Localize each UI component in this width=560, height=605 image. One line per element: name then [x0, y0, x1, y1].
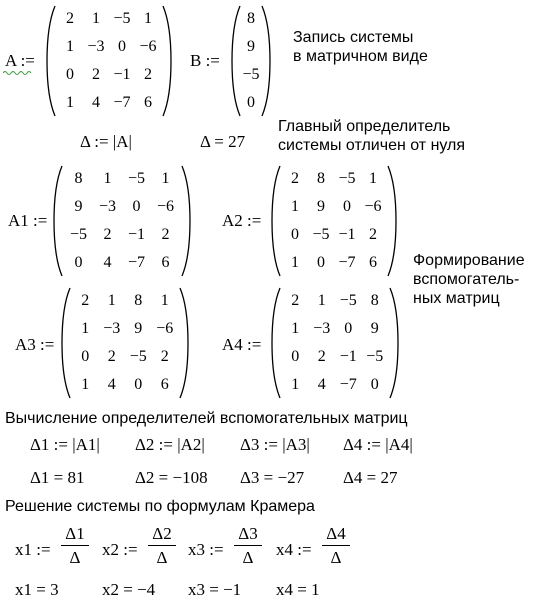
- solution-lhs: x4 :=: [276, 540, 312, 559]
- matrix-cell: 6: [161, 254, 170, 271]
- matrix-cell: 9: [317, 198, 325, 215]
- right-bracket: [161, 5, 173, 117]
- numerator: Δ4: [326, 524, 346, 543]
- aux-def-3[interactable]: Δ3 := |A3|: [240, 435, 310, 454]
- aux-result-4[interactable]: Δ4 = 27: [343, 468, 398, 487]
- left-bracket: [52, 165, 64, 277]
- matrix-row: [72, 291, 178, 311]
- fraction: [322, 525, 350, 566]
- matrix-cell: 1: [92, 10, 100, 27]
- matrix-cell: 1: [103, 170, 112, 187]
- matrix-row: [64, 197, 180, 217]
- note-main-det: Главный определитель системы отличен от нуля: [278, 118, 466, 154]
- matrix-cell: 0: [291, 348, 300, 365]
- matrix-cell: 2: [92, 66, 100, 83]
- left-bracket: [60, 287, 72, 399]
- matrix-cell: 2: [81, 292, 90, 309]
- matrix-cell: −3: [87, 38, 105, 55]
- matrix-cell: 2: [317, 348, 326, 365]
- matrix-cell: 1: [291, 254, 299, 271]
- aux-result-2[interactable]: Δ2 = −108: [135, 468, 208, 487]
- matrix-cell: 2: [107, 348, 116, 365]
- numerator: Δ2: [152, 524, 172, 543]
- right-bracket: [178, 287, 190, 399]
- matrix-row: [64, 169, 180, 189]
- matrix-a3[interactable]: [60, 287, 190, 399]
- denominator: Δ: [242, 548, 254, 567]
- aux-result-3[interactable]: Δ3 = −27: [240, 468, 305, 487]
- matrix-cell: 8: [317, 170, 325, 187]
- matrix-cell: 1: [317, 292, 326, 309]
- matrix-b[interactable]: [230, 5, 272, 117]
- matrix-a3-label[interactable]: A3 :=: [15, 335, 55, 354]
- matrix-cell: 0: [66, 66, 74, 83]
- matrix-cell: 4: [107, 376, 116, 393]
- matrix-row: [282, 319, 388, 339]
- numerator: Δ3: [238, 524, 258, 543]
- aux-def-2[interactable]: Δ2 := |A2|: [135, 435, 205, 454]
- matrix-cell: 0: [291, 226, 299, 243]
- matrix-cell: −5: [242, 66, 260, 83]
- matrix-a2-label[interactable]: A2 :=: [222, 211, 262, 230]
- matrix-cell: 4: [317, 376, 326, 393]
- matrix-cell: −3: [98, 198, 117, 215]
- matrix-cell: −3: [313, 320, 331, 337]
- fraction: [148, 525, 176, 566]
- matrix-cell: 2: [291, 292, 300, 309]
- matrix-row: [57, 9, 161, 29]
- matrix-cell: 2: [66, 10, 74, 27]
- matrix-cell: 1: [161, 170, 170, 187]
- matrix-cell: 1: [66, 94, 74, 111]
- aux-def-1[interactable]: Δ1 := |A1|: [30, 435, 100, 454]
- matrix-row: [64, 253, 180, 273]
- matrix-cell: 4: [103, 254, 112, 271]
- matrix-cell: 0: [370, 376, 379, 393]
- matrix-cell: 9: [74, 198, 83, 215]
- heading-aux-dets: Вычисление определителей вспомогательных матриц: [5, 410, 408, 427]
- matrix-row: [282, 197, 386, 217]
- matrix-cell: 1: [66, 38, 74, 55]
- matrix-cell: −7: [127, 254, 146, 271]
- det-result[interactable]: Δ = 27: [200, 132, 246, 151]
- matrix-cell: −5: [312, 226, 330, 243]
- matrix-cell: 0: [81, 348, 90, 365]
- matrix-row: [282, 253, 386, 273]
- matrix-b-label[interactable]: B :=: [190, 51, 220, 70]
- right-bracket: [386, 165, 398, 277]
- matrix-cell: 2: [369, 226, 377, 243]
- matrix-cell: 0: [134, 376, 143, 393]
- matrix-cell: 6: [144, 94, 152, 111]
- matrix-cell: 1: [291, 376, 300, 393]
- matrix-cell: −5: [339, 292, 357, 309]
- aux-def-4[interactable]: Δ4 := |A4|: [343, 435, 413, 454]
- solution-result-3[interactable]: x3 = −1: [188, 580, 242, 599]
- matrix-cell: 2: [144, 66, 152, 83]
- matrix-a-label[interactable]: A :=: [5, 51, 35, 70]
- heading-cramer: Решение системы по формулам Крамера: [5, 498, 315, 515]
- matrix-cell: −6: [156, 198, 175, 215]
- matrix-cell: −6: [156, 320, 174, 337]
- matrix-cell: −1: [127, 226, 146, 243]
- matrix-cell: 9: [134, 320, 143, 337]
- denominator: Δ: [156, 548, 168, 567]
- matrix-cell: 0: [317, 254, 325, 271]
- numerator: Δ1: [65, 524, 85, 543]
- matrix-cell: 0: [74, 254, 83, 271]
- matrix-cell: −5: [69, 226, 88, 243]
- fraction: [61, 525, 89, 566]
- matrix-cell: −5: [127, 170, 146, 187]
- denominator: Δ: [330, 548, 342, 567]
- matrix-cell: 8: [74, 170, 83, 187]
- matrix-cell: 1: [291, 320, 300, 337]
- matrix-cell: 2: [161, 226, 170, 243]
- matrix-cell: −7: [338, 254, 356, 271]
- matrix-row: [282, 347, 388, 367]
- matrix-cell: −1: [113, 66, 131, 83]
- spellcheck-squiggle: [3, 70, 33, 75]
- det-definition[interactable]: Δ := |A|: [80, 132, 132, 151]
- matrix-cell: −5: [129, 348, 147, 365]
- matrix-a4-label[interactable]: A4 :=: [222, 335, 262, 354]
- matrix-row: [57, 37, 161, 57]
- matrix-cell: 6: [369, 254, 377, 271]
- note-matrix-form: Запись системы в матричном виде: [293, 29, 428, 65]
- matrix-cell: 8: [134, 292, 143, 309]
- matrix-cell: −6: [364, 198, 382, 215]
- matrix-row: [57, 93, 161, 113]
- matrix-cell: −5: [366, 348, 384, 365]
- matrix-cell: 0: [118, 38, 126, 55]
- matrix-a1[interactable]: [52, 165, 192, 277]
- matrix-row: [242, 37, 260, 57]
- aux-result-1[interactable]: Δ1 = 81: [30, 468, 85, 487]
- matrix-row: [72, 347, 178, 367]
- matrix-cell: −1: [339, 348, 357, 365]
- matrix-row: [242, 65, 260, 85]
- matrix-cell: 2: [160, 348, 169, 365]
- matrix-row: [282, 291, 388, 311]
- matrix-cell: 0: [132, 198, 141, 215]
- left-bracket: [230, 5, 242, 117]
- matrix-row: [242, 9, 260, 29]
- denominator: Δ: [69, 548, 81, 567]
- matrix-a4[interactable]: [270, 287, 400, 399]
- matrix-cell: 8: [247, 10, 255, 27]
- solution-result-4[interactable]: x4 = 1: [276, 580, 320, 599]
- left-bracket: [270, 287, 282, 399]
- solution-result-1[interactable]: x1 = 3: [15, 580, 59, 599]
- matrix-cell: 1: [81, 376, 90, 393]
- matrix-cell: −3: [103, 320, 121, 337]
- note-aux-forming: Формирование вспомогатель- ных матриц: [413, 252, 525, 307]
- solution-lhs: x2 :=: [102, 540, 138, 559]
- matrix-cell: 1: [81, 320, 90, 337]
- matrix-cell: −7: [339, 376, 357, 393]
- matrix-cell: 0: [343, 198, 351, 215]
- matrix-cell: 0: [344, 320, 353, 337]
- matrix-a1-label[interactable]: A1 :=: [8, 211, 48, 230]
- matrix-cell: −1: [338, 226, 356, 243]
- matrix-cell: 6: [160, 376, 169, 393]
- right-bracket: [260, 5, 272, 117]
- matrix-row: [282, 225, 386, 245]
- matrix-cell: 2: [291, 170, 299, 187]
- matrix-row: [64, 225, 180, 245]
- matrix-cell: 9: [247, 38, 255, 55]
- matrix-cell: 1: [107, 292, 116, 309]
- fraction: [234, 525, 262, 566]
- right-bracket: [180, 165, 192, 277]
- matrix-cell: −5: [338, 170, 356, 187]
- matrix-row: [72, 375, 178, 395]
- right-bracket: [388, 287, 400, 399]
- matrix-cell: −5: [113, 10, 131, 27]
- matrix-cell: 1: [144, 10, 152, 27]
- solution-lhs: x3 :=: [188, 540, 224, 559]
- left-bracket: [270, 165, 282, 277]
- left-bracket: [45, 5, 57, 117]
- matrix-cell: 0: [247, 94, 255, 111]
- matrix-cell: 2: [103, 226, 112, 243]
- matrix-cell: 1: [160, 292, 169, 309]
- matrix-cell: 8: [370, 292, 379, 309]
- matrix-cell: 9: [370, 320, 379, 337]
- matrix-a2[interactable]: [270, 165, 398, 277]
- matrix-row: [72, 319, 178, 339]
- matrix-row: [57, 65, 161, 85]
- matrix-row: [242, 93, 260, 113]
- matrix-row: [282, 375, 388, 395]
- matrix-cell: −6: [139, 38, 157, 55]
- solution-result-2[interactable]: x2 = −4: [102, 580, 156, 599]
- matrix-cell: 1: [291, 198, 299, 215]
- matrix-row: [282, 169, 386, 189]
- matrix-a[interactable]: [45, 5, 173, 117]
- matrix-cell: −7: [113, 94, 131, 111]
- solution-lhs: x1 :=: [15, 540, 51, 559]
- matrix-cell: 1: [369, 170, 377, 187]
- matrix-cell: 4: [92, 94, 100, 111]
